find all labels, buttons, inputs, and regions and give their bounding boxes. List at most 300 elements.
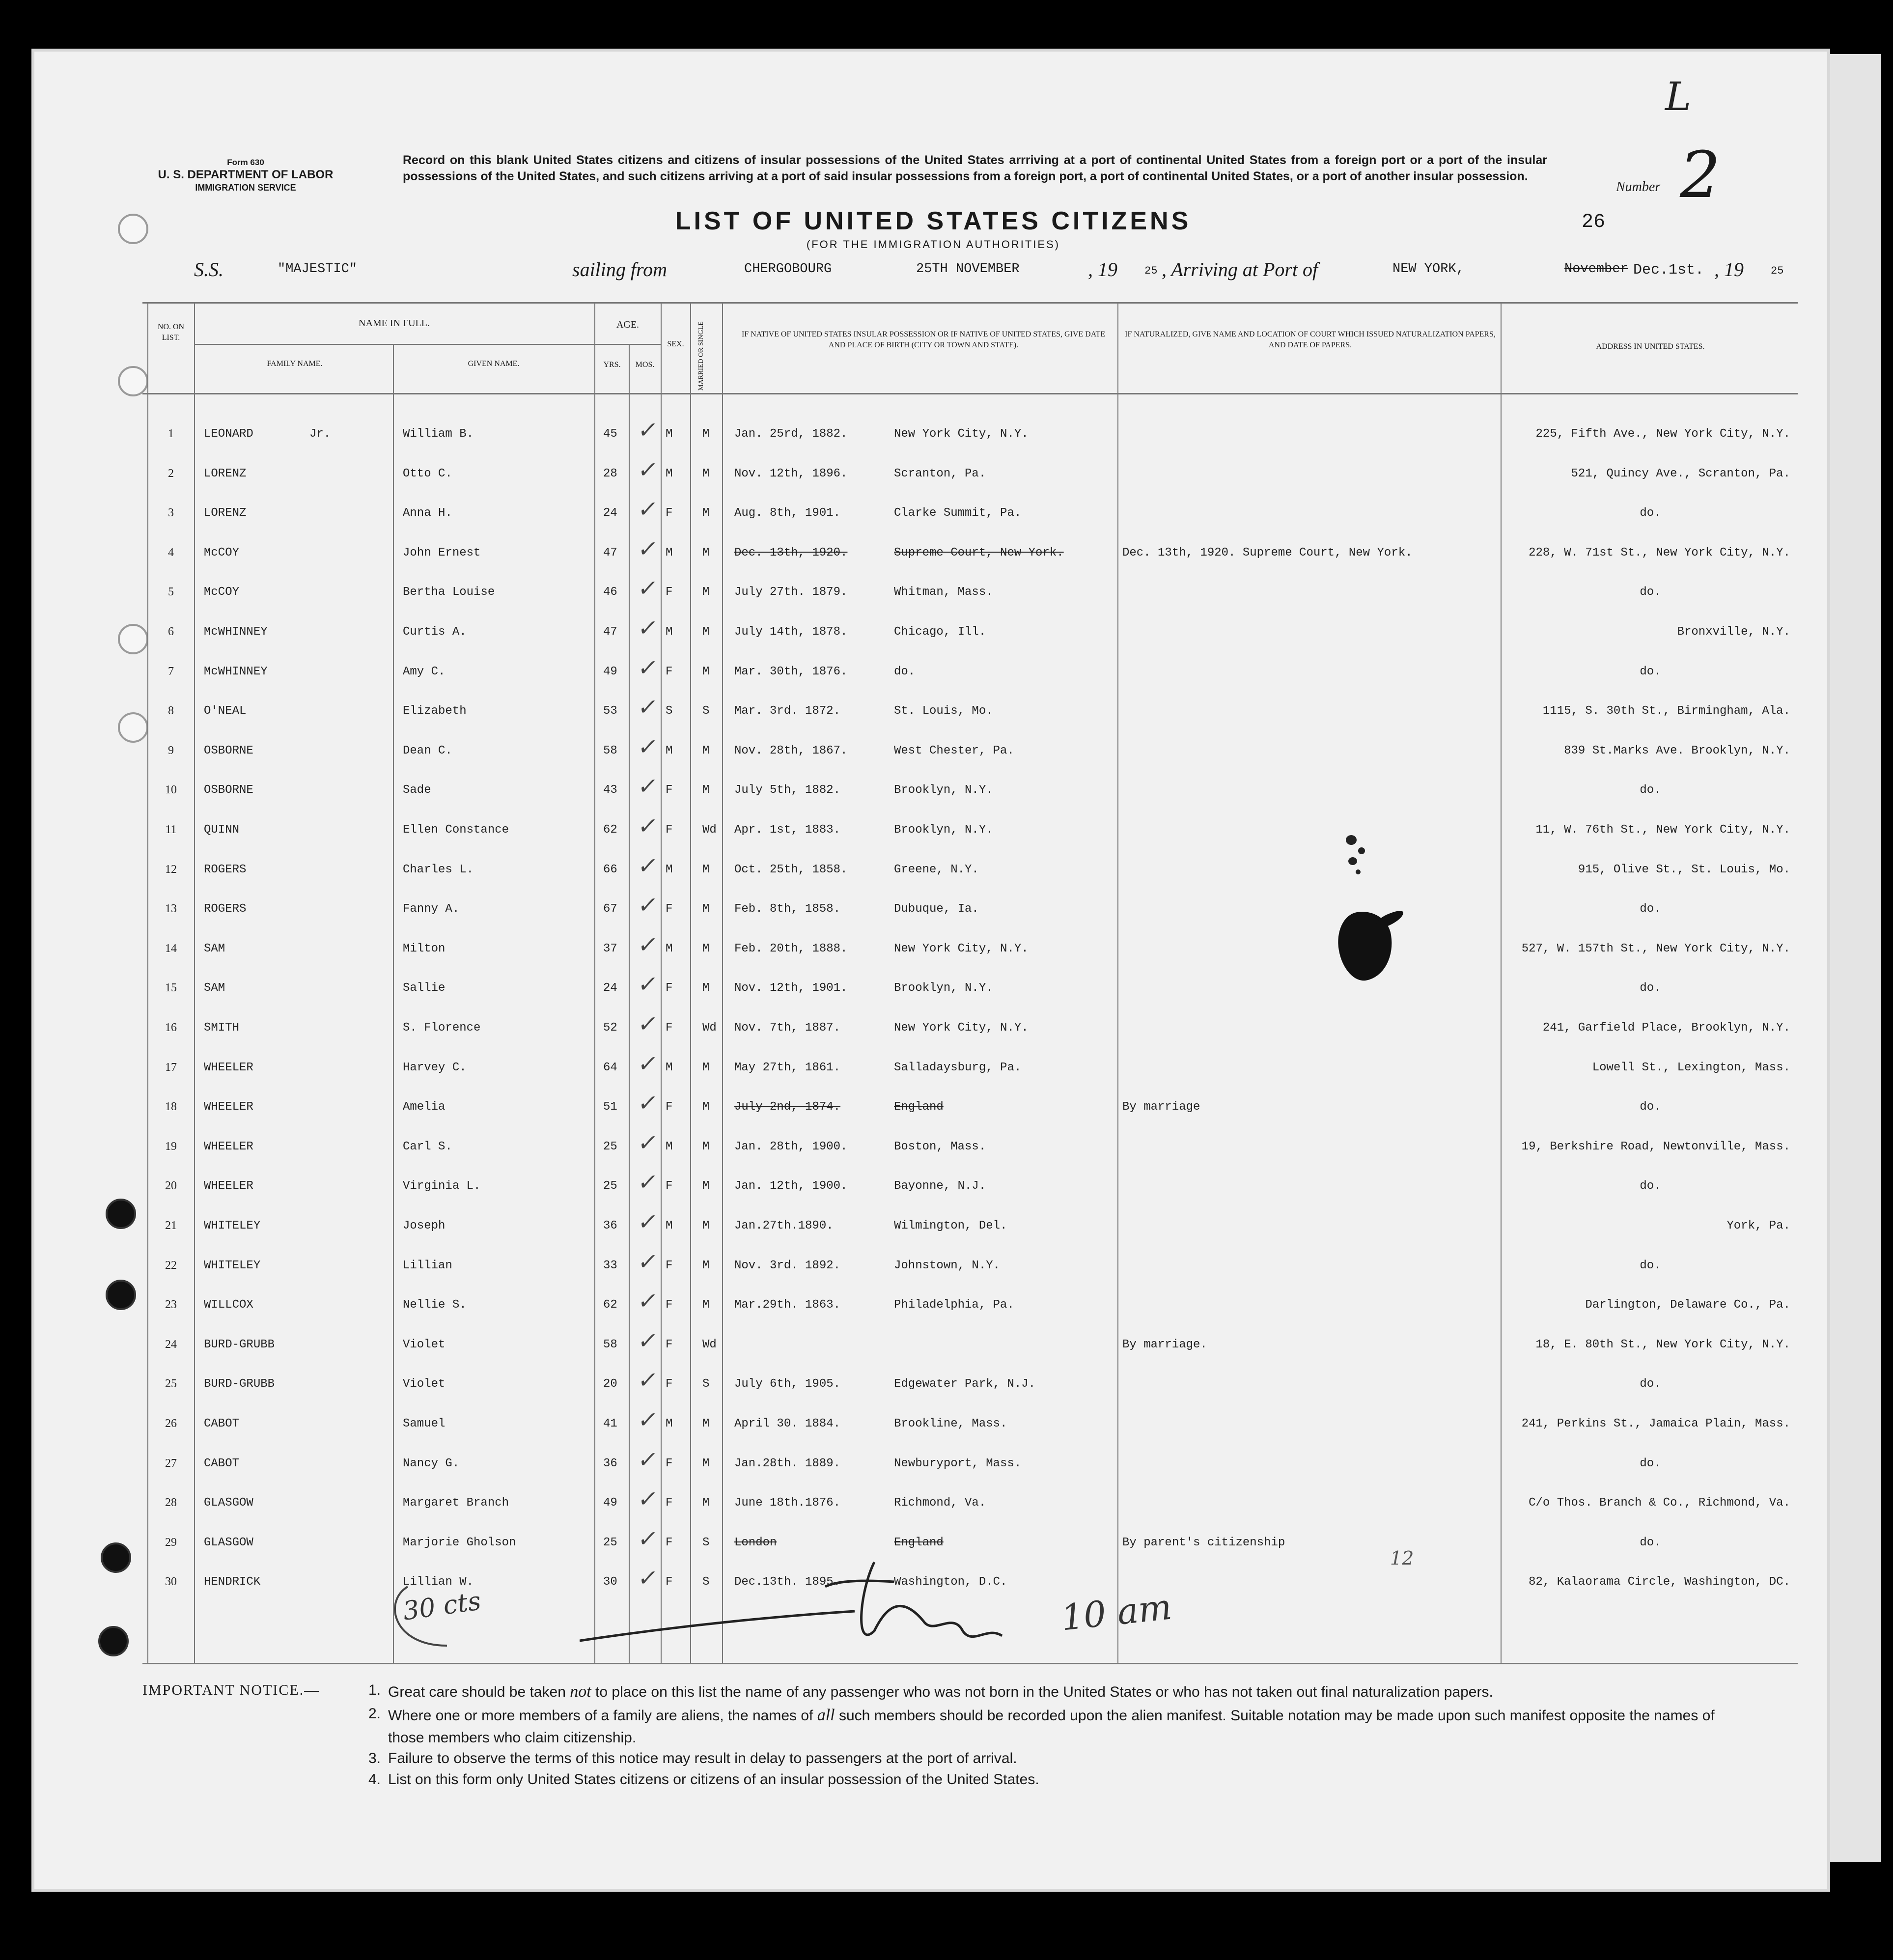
birth-date: Nov. 12th, 1901. <box>734 981 848 995</box>
birth-date: Jan. 28th, 1900. <box>734 1140 848 1153</box>
address: C/o Thos. Branch & Co., Richmond, Va. <box>1529 1496 1790 1510</box>
header-naturalized: IF NATURALIZED, GIVE NAME AND LOCATION OF COURT WHICH ISSUED NATURALIZATION PAPERS, AND DATE OF PAPERS. <box>1125 330 1496 349</box>
header-sex: SEX. <box>667 340 684 348</box>
age-years: 20 <box>603 1377 617 1391</box>
notice-list <box>142 1680 1744 1790</box>
table-row <box>0 496 1893 546</box>
check-mark: ✓ <box>636 1288 660 1315</box>
age-years: 47 <box>603 625 617 639</box>
arrive-struck: November <box>1564 262 1628 277</box>
row-number: 5 <box>168 586 174 599</box>
table-row <box>0 773 1893 823</box>
check-mark: ✓ <box>636 773 660 800</box>
family-name: WHITELEY <box>204 1259 261 1272</box>
table-row <box>0 1169 1893 1219</box>
table-row <box>0 733 1893 784</box>
birth-date: Nov. 12th, 1896. <box>734 467 848 480</box>
address: 839 St.Marks Ave. Brooklyn, N.Y. <box>1564 744 1790 757</box>
notice-item <box>368 1704 1744 1748</box>
check-mark: ✓ <box>636 1090 660 1117</box>
birth-place: Clarke Summit, Pa. <box>894 506 1022 520</box>
notice-text: Failure to observe the terms of this notice may result in delay to passengers at the port of arrival. <box>388 1750 1017 1767</box>
service-name: IMMIGRATION SERVICE <box>195 183 296 193</box>
age-years: 43 <box>603 784 617 797</box>
check-mark: ✓ <box>636 1208 660 1235</box>
check-mark: ✓ <box>636 1367 660 1394</box>
row-number: 17 <box>165 1061 177 1074</box>
sex: F <box>666 1377 673 1391</box>
address: do. <box>1640 902 1661 916</box>
marital-status: M <box>702 1219 710 1232</box>
sex: M <box>666 942 673 955</box>
sex: F <box>666 1456 673 1470</box>
given-name: William B. <box>403 427 474 441</box>
sex: M <box>666 1417 673 1430</box>
arriving-label: , Arriving at Port of <box>1162 258 1318 280</box>
address: do. <box>1640 784 1661 797</box>
marital-status: M <box>702 1496 710 1510</box>
punch-hole <box>118 214 148 244</box>
age-years: 47 <box>603 546 617 560</box>
table-row <box>0 694 1893 744</box>
birth-date: July 5th, 1882. <box>734 784 841 797</box>
family-name: ROGERS <box>204 863 247 876</box>
birth-date: Jan.28th. 1889. <box>734 1456 841 1470</box>
age-years: 51 <box>603 1100 617 1114</box>
row-number: 2 <box>168 467 174 480</box>
header-married: MARRIED OR SINGLE <box>697 321 705 391</box>
age-years: 45 <box>603 427 617 441</box>
address: do. <box>1640 506 1661 520</box>
age-subheader-rule <box>594 344 661 345</box>
row-number: 26 <box>165 1417 177 1430</box>
sex: F <box>666 1536 673 1549</box>
name-suffix: Jr. <box>309 427 331 441</box>
header-address: ADDRESS IN UNITED STATES. <box>1596 342 1705 351</box>
sex: M <box>666 863 673 876</box>
table-row <box>0 1248 1893 1298</box>
family-name: GLASGOW <box>204 1536 253 1549</box>
birth-place: Brooklyn, N.Y. <box>894 981 993 995</box>
age-years: 25 <box>603 1536 617 1549</box>
header-birth: IF NATIVE OF UNITED STATES INSULAR POSSESSION OR IF NATIVE OF UNITED STATES, GIVE DATE AND PLACE OF BIRTH (CITY OR TOWN AND STATE). <box>741 330 1106 349</box>
header-given: GIVEN NAME. <box>468 360 520 368</box>
table-row <box>0 456 1893 506</box>
family-name: WHEELER <box>204 1179 253 1193</box>
address: do. <box>1640 586 1661 599</box>
handwritten-note-left: 30 cts <box>401 1586 483 1626</box>
given-name: Milton <box>403 942 445 955</box>
given-name: Joseph <box>403 1219 445 1232</box>
given-name: Samuel <box>403 1417 445 1430</box>
handwritten-time: 10 am <box>1059 1586 1174 1639</box>
birth-date: May 27th, 1861. <box>734 1061 841 1074</box>
family-name: WHITELEY <box>204 1219 261 1232</box>
check-mark: ✓ <box>636 892 660 919</box>
birth-place: New York City, N.Y. <box>894 942 1029 955</box>
family-name: McCOY <box>204 586 240 599</box>
marital-status: M <box>702 506 710 520</box>
row-number: 6 <box>168 625 174 638</box>
marital-status: M <box>702 784 710 797</box>
birth-date: Jan.27th.1890. <box>734 1219 834 1232</box>
sex: F <box>666 1259 673 1272</box>
notice-item-number: 1. <box>368 1682 381 1698</box>
sex: F <box>666 506 673 520</box>
given-name: Margaret Branch <box>403 1496 509 1510</box>
address: do. <box>1640 981 1661 995</box>
notice-heading: IMPORTANT NOTICE.— <box>142 1682 320 1698</box>
check-mark: ✓ <box>636 1485 660 1512</box>
check-mark: ✓ <box>636 852 660 879</box>
age-years: 36 <box>603 1456 617 1470</box>
check-mark: ✓ <box>636 931 660 958</box>
marital-status: M <box>702 942 710 955</box>
marital-status: M <box>702 1061 710 1074</box>
notice-item-number: 2. <box>368 1706 381 1722</box>
check-mark: ✓ <box>636 1327 660 1354</box>
marital-status: M <box>702 546 710 560</box>
family-name: OSBORNE <box>204 744 253 757</box>
check-mark: ✓ <box>636 1050 660 1077</box>
family-name: WHEELER <box>204 1061 253 1074</box>
table-row <box>0 852 1893 902</box>
row-number: 27 <box>165 1456 177 1470</box>
age-years: 67 <box>603 902 617 916</box>
given-name: Bertha Louise <box>403 586 495 599</box>
family-name: LORENZ <box>204 506 247 520</box>
page-subtitle: (FOR THE IMMIGRATION AUTHORITIES) <box>806 238 1060 251</box>
marital-status: S <box>702 704 710 718</box>
check-mark: ✓ <box>636 1525 660 1552</box>
address: do. <box>1640 1100 1661 1114</box>
header-yrs: YRS. <box>603 361 621 369</box>
given-name: Violet <box>403 1377 445 1391</box>
ink-speck <box>1358 847 1365 854</box>
form-number: Form 630 <box>227 158 264 167</box>
row-number: 30 <box>165 1575 177 1589</box>
table-row <box>0 575 1893 625</box>
family-name: CABOT <box>204 1456 240 1470</box>
age-years: 66 <box>603 863 617 876</box>
header-family: FAMILY NAME. <box>267 360 323 368</box>
given-name: Anna H. <box>403 506 452 520</box>
arrive-year-prefix: , 19 <box>1714 258 1744 280</box>
family-name: GLASGOW <box>204 1496 253 1510</box>
address: 915, Olive St., St. Louis, Mo. <box>1578 863 1790 876</box>
given-name: Carl S. <box>403 1140 452 1153</box>
arrive-year: 25 <box>1771 265 1784 277</box>
birth-place: England <box>894 1100 944 1114</box>
notice-emphasis: all <box>817 1706 835 1725</box>
sailing-label: sailing from <box>572 258 667 280</box>
sex: F <box>666 1021 673 1035</box>
age-years: 33 <box>603 1259 617 1272</box>
age-years: 58 <box>603 744 617 757</box>
birth-place: Salladaysburg, Pa. <box>894 1061 1022 1074</box>
given-name: Sade <box>403 784 431 797</box>
sex: M <box>666 1061 673 1074</box>
given-name: John Ernest <box>403 546 481 560</box>
table-row <box>0 971 1893 1021</box>
given-name: Dean C. <box>403 744 452 757</box>
row-number: 4 <box>168 546 174 559</box>
address: 527, W. 157th St., New York City, N.Y. <box>1521 942 1790 955</box>
table-row <box>0 931 1893 981</box>
address: 1115, S. 30th St., Birmingham, Ala. <box>1542 704 1790 718</box>
given-name: S. Florence <box>403 1021 481 1035</box>
marital-status: M <box>702 902 710 916</box>
birth-date: Nov. 3rd. 1892. <box>734 1259 841 1272</box>
family-name: OSBORNE <box>204 784 253 797</box>
birth-date: July 27th. 1879. <box>734 586 848 599</box>
row-number: 7 <box>168 665 174 678</box>
birth-place: New York City, N.Y. <box>894 427 1029 441</box>
given-name: Violet <box>403 1338 445 1351</box>
given-name: Sallie <box>403 981 445 995</box>
birth-place: Brooklyn, N.Y. <box>894 784 993 797</box>
birth-place: do. <box>894 665 916 678</box>
row-number: 11 <box>165 823 177 836</box>
family-name: LEONARD <box>204 427 253 441</box>
row-number: 14 <box>165 942 177 955</box>
family-name: SAM <box>204 981 225 995</box>
notice-item <box>368 1769 1744 1791</box>
family-name: McCOY <box>204 546 240 560</box>
family-name: McWHINNEY <box>204 625 268 639</box>
punch-hole <box>98 1626 129 1656</box>
marital-status: M <box>702 1259 710 1272</box>
birth-place: Brooklyn, N.Y. <box>894 823 993 837</box>
birth-place: Scranton, Pa. <box>894 467 986 480</box>
department-name: U. S. DEPARTMENT OF LABOR <box>158 168 334 182</box>
address: 18, E. 80th St., New York City, N.Y. <box>1535 1338 1790 1351</box>
ink-speck <box>1346 835 1357 845</box>
row-number: 21 <box>165 1219 177 1232</box>
table-row <box>0 1406 1893 1456</box>
birth-date: April 30. 1884. <box>734 1417 841 1430</box>
header-mos: MOS. <box>635 361 655 369</box>
birth-date: Jan. 25rd, 1882. <box>734 427 848 441</box>
address: do. <box>1640 1179 1661 1193</box>
family-name: WILLCOX <box>204 1298 253 1312</box>
row-number: 24 <box>165 1338 177 1351</box>
table-header-rule <box>142 393 1798 394</box>
birth-date: London <box>734 1536 777 1549</box>
marital-status: M <box>702 625 710 639</box>
table-row <box>0 615 1893 665</box>
check-mark: ✓ <box>636 812 660 839</box>
family-name: SAM <box>204 942 225 955</box>
birth-place: Johnstown, N.Y. <box>894 1259 1001 1272</box>
ink-speck <box>1348 857 1357 865</box>
header-no: NO. ON LIST. <box>157 323 185 342</box>
given-name: Ellen Constance <box>403 823 509 837</box>
marital-status: M <box>702 1298 710 1312</box>
given-name: Elizabeth <box>403 704 467 718</box>
sex: M <box>666 625 673 639</box>
address: do. <box>1640 1259 1661 1272</box>
table-row <box>0 1010 1893 1061</box>
family-name: O'NEAL <box>204 704 247 718</box>
family-name: QUINN <box>204 823 240 837</box>
notice-text: Great care should be taken <box>388 1684 570 1700</box>
marital-status: M <box>702 586 710 599</box>
age-years: 52 <box>603 1021 617 1035</box>
sex: F <box>666 1179 673 1193</box>
address: 241, Perkins St., Jamaica Plain, Mass. <box>1521 1417 1790 1430</box>
row-number: 19 <box>165 1140 177 1153</box>
birth-place: Brookline, Mass. <box>894 1417 1007 1430</box>
sex: F <box>666 1298 673 1312</box>
table-row <box>0 1208 1893 1259</box>
naturalization: By marriage <box>1122 1100 1200 1114</box>
age-years: 58 <box>603 1338 617 1351</box>
birth-place: Richmond, Va. <box>894 1496 986 1510</box>
row-number: 16 <box>165 1021 177 1034</box>
notice-item <box>368 1680 1744 1704</box>
sex: F <box>666 981 673 995</box>
row-number: 8 <box>168 704 174 718</box>
ink-speck <box>1356 869 1361 874</box>
table-row <box>0 1090 1893 1140</box>
sex: M <box>666 467 673 480</box>
address: do. <box>1640 1456 1661 1470</box>
birth-place: Washington, D.C. <box>894 1575 1007 1589</box>
table-row <box>0 1485 1893 1536</box>
handwritten-mark: 12 <box>1390 1547 1414 1569</box>
birth-date: Apr. 1st, 1883. <box>734 823 841 837</box>
notice-text: such members should be recorded upon the alien manifest. Suitable notation may be made upon such manifest opposite the names of those members who claim citizenship. <box>388 1708 1715 1746</box>
sex: F <box>666 1575 673 1589</box>
notice-item <box>368 1748 1744 1769</box>
ship-name: "MAJESTIC" <box>278 262 358 277</box>
naturalization: By parent's citizenship <box>1122 1536 1285 1549</box>
given-name: Harvey C. <box>403 1061 467 1074</box>
check-mark: ✓ <box>636 1565 660 1592</box>
address: 241, Garfield Place, Brooklyn, N.Y. <box>1542 1021 1790 1035</box>
birth-date: Dec. 13th, 1920. <box>734 546 848 560</box>
marital-status: Wd <box>702 1338 717 1351</box>
check-mark: ✓ <box>636 1129 660 1156</box>
sex: M <box>666 1140 673 1153</box>
given-name: Curtis A. <box>403 625 467 639</box>
birth-place: Bayonne, N.J. <box>894 1179 986 1193</box>
corner-mark: L <box>1665 74 1692 119</box>
table-row <box>0 417 1893 467</box>
given-name: Amy C. <box>403 665 445 678</box>
age-years: 62 <box>603 1298 617 1312</box>
family-name: SMITH <box>204 1021 240 1035</box>
sheet-number: 26 <box>1582 211 1606 233</box>
given-name: Fanny A. <box>403 902 460 916</box>
birth-place: Wilmington, Del. <box>894 1219 1007 1232</box>
birth-place: Whitman, Mass. <box>894 586 993 599</box>
given-name: Lillian <box>403 1259 452 1272</box>
header-age: AGE. <box>616 319 640 330</box>
marital-status: M <box>702 1417 710 1430</box>
birth-date: Mar.29th. 1863. <box>734 1298 841 1312</box>
given-name: Charles L. <box>403 863 474 876</box>
family-name: BURD-GRUBB <box>204 1377 275 1391</box>
age-years: 24 <box>603 981 617 995</box>
address: Darlington, Delaware Co., Pa. <box>1585 1298 1790 1312</box>
sex: F <box>666 784 673 797</box>
age-years: 25 <box>603 1140 617 1153</box>
sex: M <box>666 427 673 441</box>
birth-place: England <box>894 1536 944 1549</box>
row-number: 28 <box>165 1496 177 1510</box>
table-row <box>0 654 1893 704</box>
birth-date: July 6th, 1905. <box>734 1377 841 1391</box>
marital-status: M <box>702 427 710 441</box>
family-name: HENDRICK <box>204 1575 261 1589</box>
check-mark: ✓ <box>636 575 660 602</box>
sex: F <box>666 665 673 678</box>
family-name: ROGERS <box>204 902 247 916</box>
check-mark: ✓ <box>636 496 660 523</box>
check-mark: ✓ <box>636 535 660 562</box>
marital-status: M <box>702 744 710 757</box>
row-number: 1 <box>168 427 174 440</box>
address: 82, Kalaorama Circle, Washington, DC. <box>1529 1575 1790 1589</box>
row-number: 10 <box>165 784 177 797</box>
age-years: 28 <box>603 467 617 480</box>
sex: F <box>666 586 673 599</box>
given-name: Nancy G. <box>403 1456 460 1470</box>
age-years: 36 <box>603 1219 617 1232</box>
sex: F <box>666 902 673 916</box>
age-years: 30 <box>603 1575 617 1589</box>
address: do. <box>1640 1536 1661 1549</box>
row-number: 29 <box>165 1536 177 1549</box>
notice-emphasis: not <box>570 1682 591 1701</box>
row-number: 9 <box>168 744 174 757</box>
birth-place: Greene, N.Y. <box>894 863 979 876</box>
birth-place: Philadelphia, Pa. <box>894 1298 1014 1312</box>
marital-status: M <box>702 981 710 995</box>
voyage-line <box>194 258 1790 287</box>
address: Bronxville, N.Y. <box>1677 625 1790 639</box>
table-row <box>0 1050 1893 1100</box>
table-row <box>0 892 1893 942</box>
marital-status: M <box>702 1456 710 1470</box>
number-label: Number <box>1616 179 1661 195</box>
age-years: 62 <box>603 823 617 837</box>
birth-date: Nov. 7th, 1887. <box>734 1021 841 1035</box>
birth-date: Mar. 30th, 1876. <box>734 665 848 678</box>
check-mark: ✓ <box>636 1010 660 1037</box>
punch-hole <box>118 366 148 396</box>
birth-date: Mar. 3rd. 1872. <box>734 704 841 718</box>
check-mark: ✓ <box>636 1446 660 1473</box>
marital-status: M <box>702 665 710 678</box>
given-name: Virginia L. <box>403 1179 481 1193</box>
table-row <box>0 1129 1893 1179</box>
birth-date: Feb. 8th, 1858. <box>734 902 841 916</box>
address: 225, Fifth Ave., New York City, N.Y. <box>1535 427 1790 441</box>
family-name: LORENZ <box>204 467 247 480</box>
birth-date: June 18th.1876. <box>734 1496 841 1510</box>
marital-status: M <box>702 863 710 876</box>
family-name: CABOT <box>204 1417 240 1430</box>
sex: M <box>666 546 673 560</box>
check-mark: ✓ <box>636 615 660 641</box>
birth-place: Boston, Mass. <box>894 1140 986 1153</box>
check-mark: ✓ <box>636 417 660 443</box>
row-number: 12 <box>165 863 177 876</box>
notice-item-number: 3. <box>368 1750 381 1767</box>
